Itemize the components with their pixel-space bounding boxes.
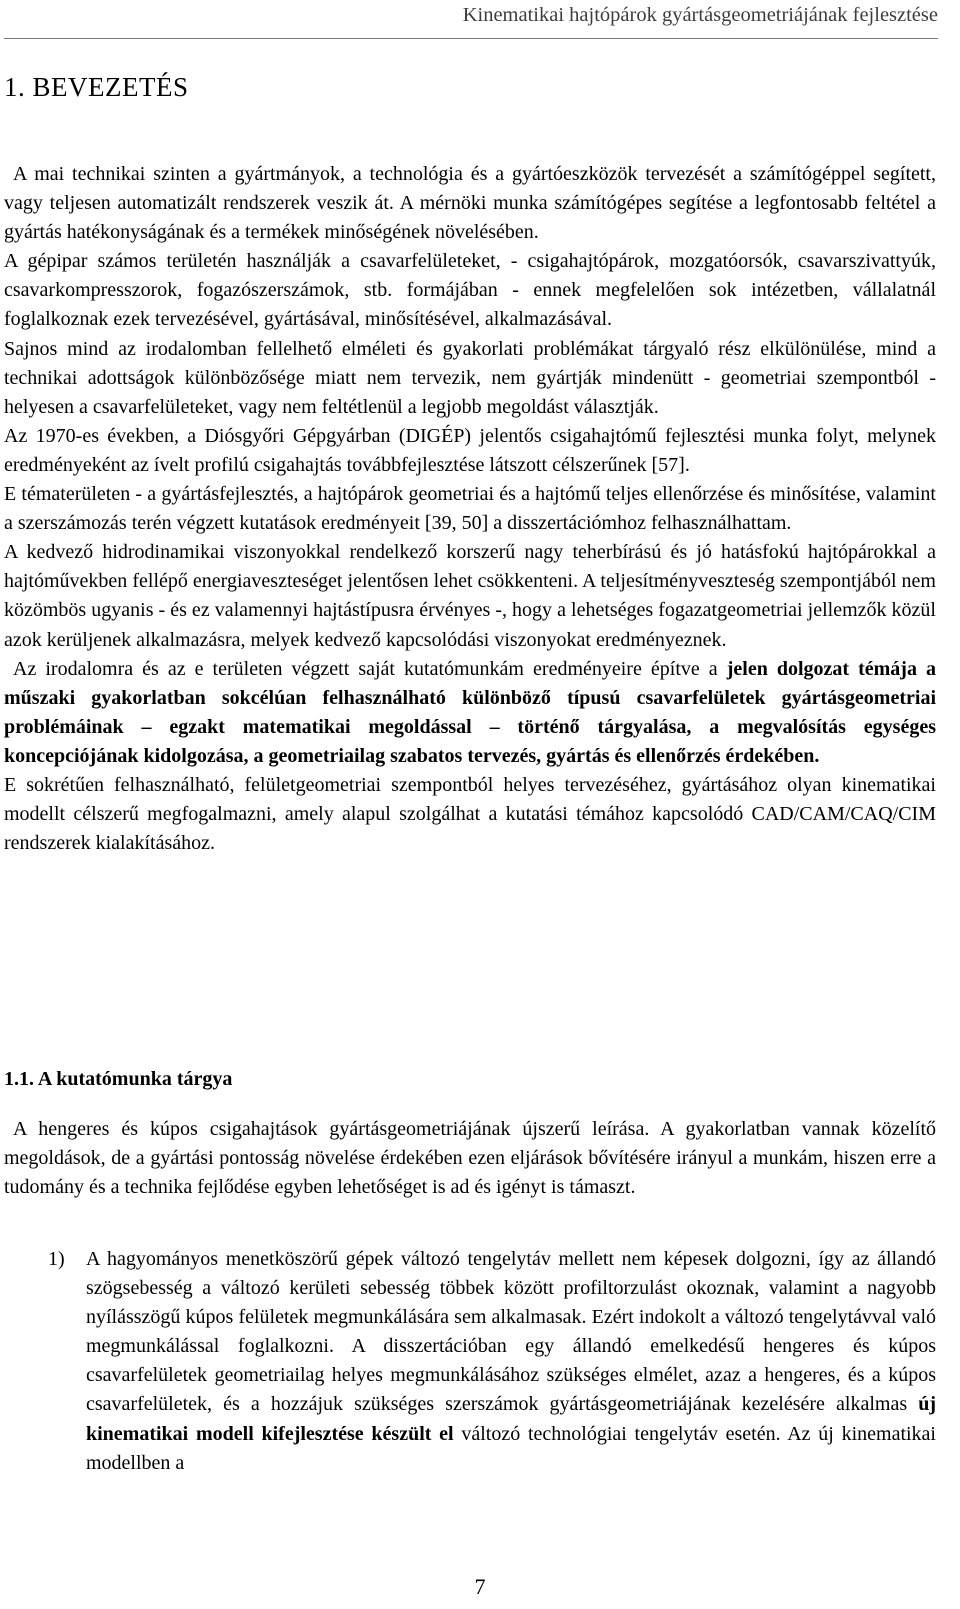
chapter-body	[4, 160, 936, 858]
paragraph: A hengeres és kúpos csigahajtások gyártásgeometriájának újszerű leírása. A gyakorlatban vannak közelítő megoldások, de a gyártási pontosság növelése érdekében ezen eljárások bővítésére irányul a munkám, hiszen erre a tudomány és a technika fejlődése egyben lehetőséget is ad és igényt is támaszt.	[4, 1118, 936, 1199]
paragraph: E tématerületen - a gyártásfejlesztés, a hajtópárok geometriai és a hajtómű teljes ellenőrzése és minősítése, valamint a szerszámozás terén végzett kutatások eredményeit [39, 50] a disszertációmhoz felhasználhattam.	[4, 483, 936, 535]
paragraph: E sokrétűen felhasználható, felületgeometriai szempontból helyes tervezéséhez, gyártásához olyan kinematikai modellt célszerű megfogalmazni, amely alapul szolgálhat a kutatási témához kapcsolódó CAD/CAM/CAQ/CIM rendszerek kialakításához.	[4, 773, 936, 855]
paragraph: A gépipar számos területén használják a csavarfelületeket, - csigahajtópárok, mozgatóorsók, csavarszivattyúk, csavarkompresszorok, fogazószerszámok, stb. formájában - ennek megfelelően sok intézetben, vállalatnál foglalkoznak ezek tervezésével, gyártásával, minősítésével, alkalmazásával.	[4, 250, 936, 331]
goal-intro: Az irodalomra és az e területen végzett saját kutatómunkám eredményeire építve a	[13, 657, 727, 680]
paragraph: Az 1970-es években, a Diósgyőri Gépgyárban (DIGÉP) jelentős csigahajtómű fejlesztési munka folyt, melynek eredményeként az ívelt profilú csigahajtás továbbfejlesztése látszott célszerűnek [57].	[4, 424, 936, 476]
page-header	[0, 0, 960, 40]
goal-paragraph	[4, 655, 936, 771]
goal-bold-text: jelen dolgozat témája a műszaki gyakorlatban sokcélúan felhasználható különböző típusú csavarfelületek gyártásgeometriai problémáinak – egzakt matematikai megoldással – történő tárgyalása, a megvalósítás egységes koncepciójának kidolgozása, a geometriailag szabatos tervezés, gyártás és ellenőrzés érdekében.	[4, 657, 936, 767]
header-divider	[4, 38, 938, 39]
chapter-heading: 1. BEVEZETÉS	[4, 72, 189, 102]
paragraph: Sajnos mind az irodalomban fellelhető elméleti és gyakorlati problémákat tárgyaló rész elkülönülése, mind a technikai adottságok különbözősége miatt nem tervezik, nem gyártják mindenütt - geometriai szempontból - helyesen a csavarfelületeket, vagy nem feltétlenül a legjobb megoldást választják.	[4, 337, 936, 418]
paragraph: A mai technikai szinten a gyártmányok, a technológia és a gyártóeszközök tervezését a számítógéppel segített, vagy teljesen automatizált rendszerek veszik át. A mérnöki munka számítógépes segítése a legfontosabb feltétel a gyártás hatékonyságának és a termékek minőségének növelésében.	[4, 163, 936, 244]
list-marker: 1)	[48, 1248, 65, 1270]
paragraph: A kedvező hidrodinamikai viszonyokkal rendelkező korszerű nagy teherbírású és jó hatásfokú hajtópárokkal a hajtóművekben fellépő energiaveszteséget jelentősen lehet csökkenteni. A teljesítményveszteség szempontjából nem közömbös ugyanis - és ez valamennyi hajtástípusra érvényes -, hogy a lehetséges fogazatgeometriai jellemzők közül azok kerüljenek alkalmazásra, melyek kedvező kapcsolódási viszonyokat eredményeznek.	[4, 541, 936, 651]
list-text-end: változó technológiai tengelytáv esetén. Az új kinematikai modellben a	[86, 1422, 936, 1474]
numbered-list	[4, 1245, 936, 1478]
list-bold-text: új kinematikai modell kifejlesztése készült el	[86, 1393, 936, 1445]
page-number: 7	[474, 1574, 486, 1599]
list-item	[4, 1245, 936, 1478]
section-body	[4, 1115, 936, 1202]
running-header-title: Kinematikai hajtópárok gyártásgeometriájának fejlesztése	[462, 4, 938, 26]
section-heading: 1.1. A kutatómunka tárgya	[4, 1068, 233, 1090]
list-text: A hagyományos menetköszörű gépek változó tengelytáv mellett nem képesek dolgozni, így az állandó szögsebesség a változó kerületi sebesség többek között profiltorzulást okoznak, valamint a nagyobb nyílásszögű kúpos felületek megmunkálására sem alkalmasak. Ezért indokolt a változó tengelytávval való megmunkálással foglalkozni. A disszertációban egy állandó emelkedésű hengeres és kúpos csavarfelületek geometriailag helyes megmunkálásához szükséges elmélet, azaz a hengeres, és a kúpos csavarfelületek, és a hozzájuk szükséges szerszámok gyártásgeometriájának kezelésére alkalmas	[86, 1248, 936, 1416]
